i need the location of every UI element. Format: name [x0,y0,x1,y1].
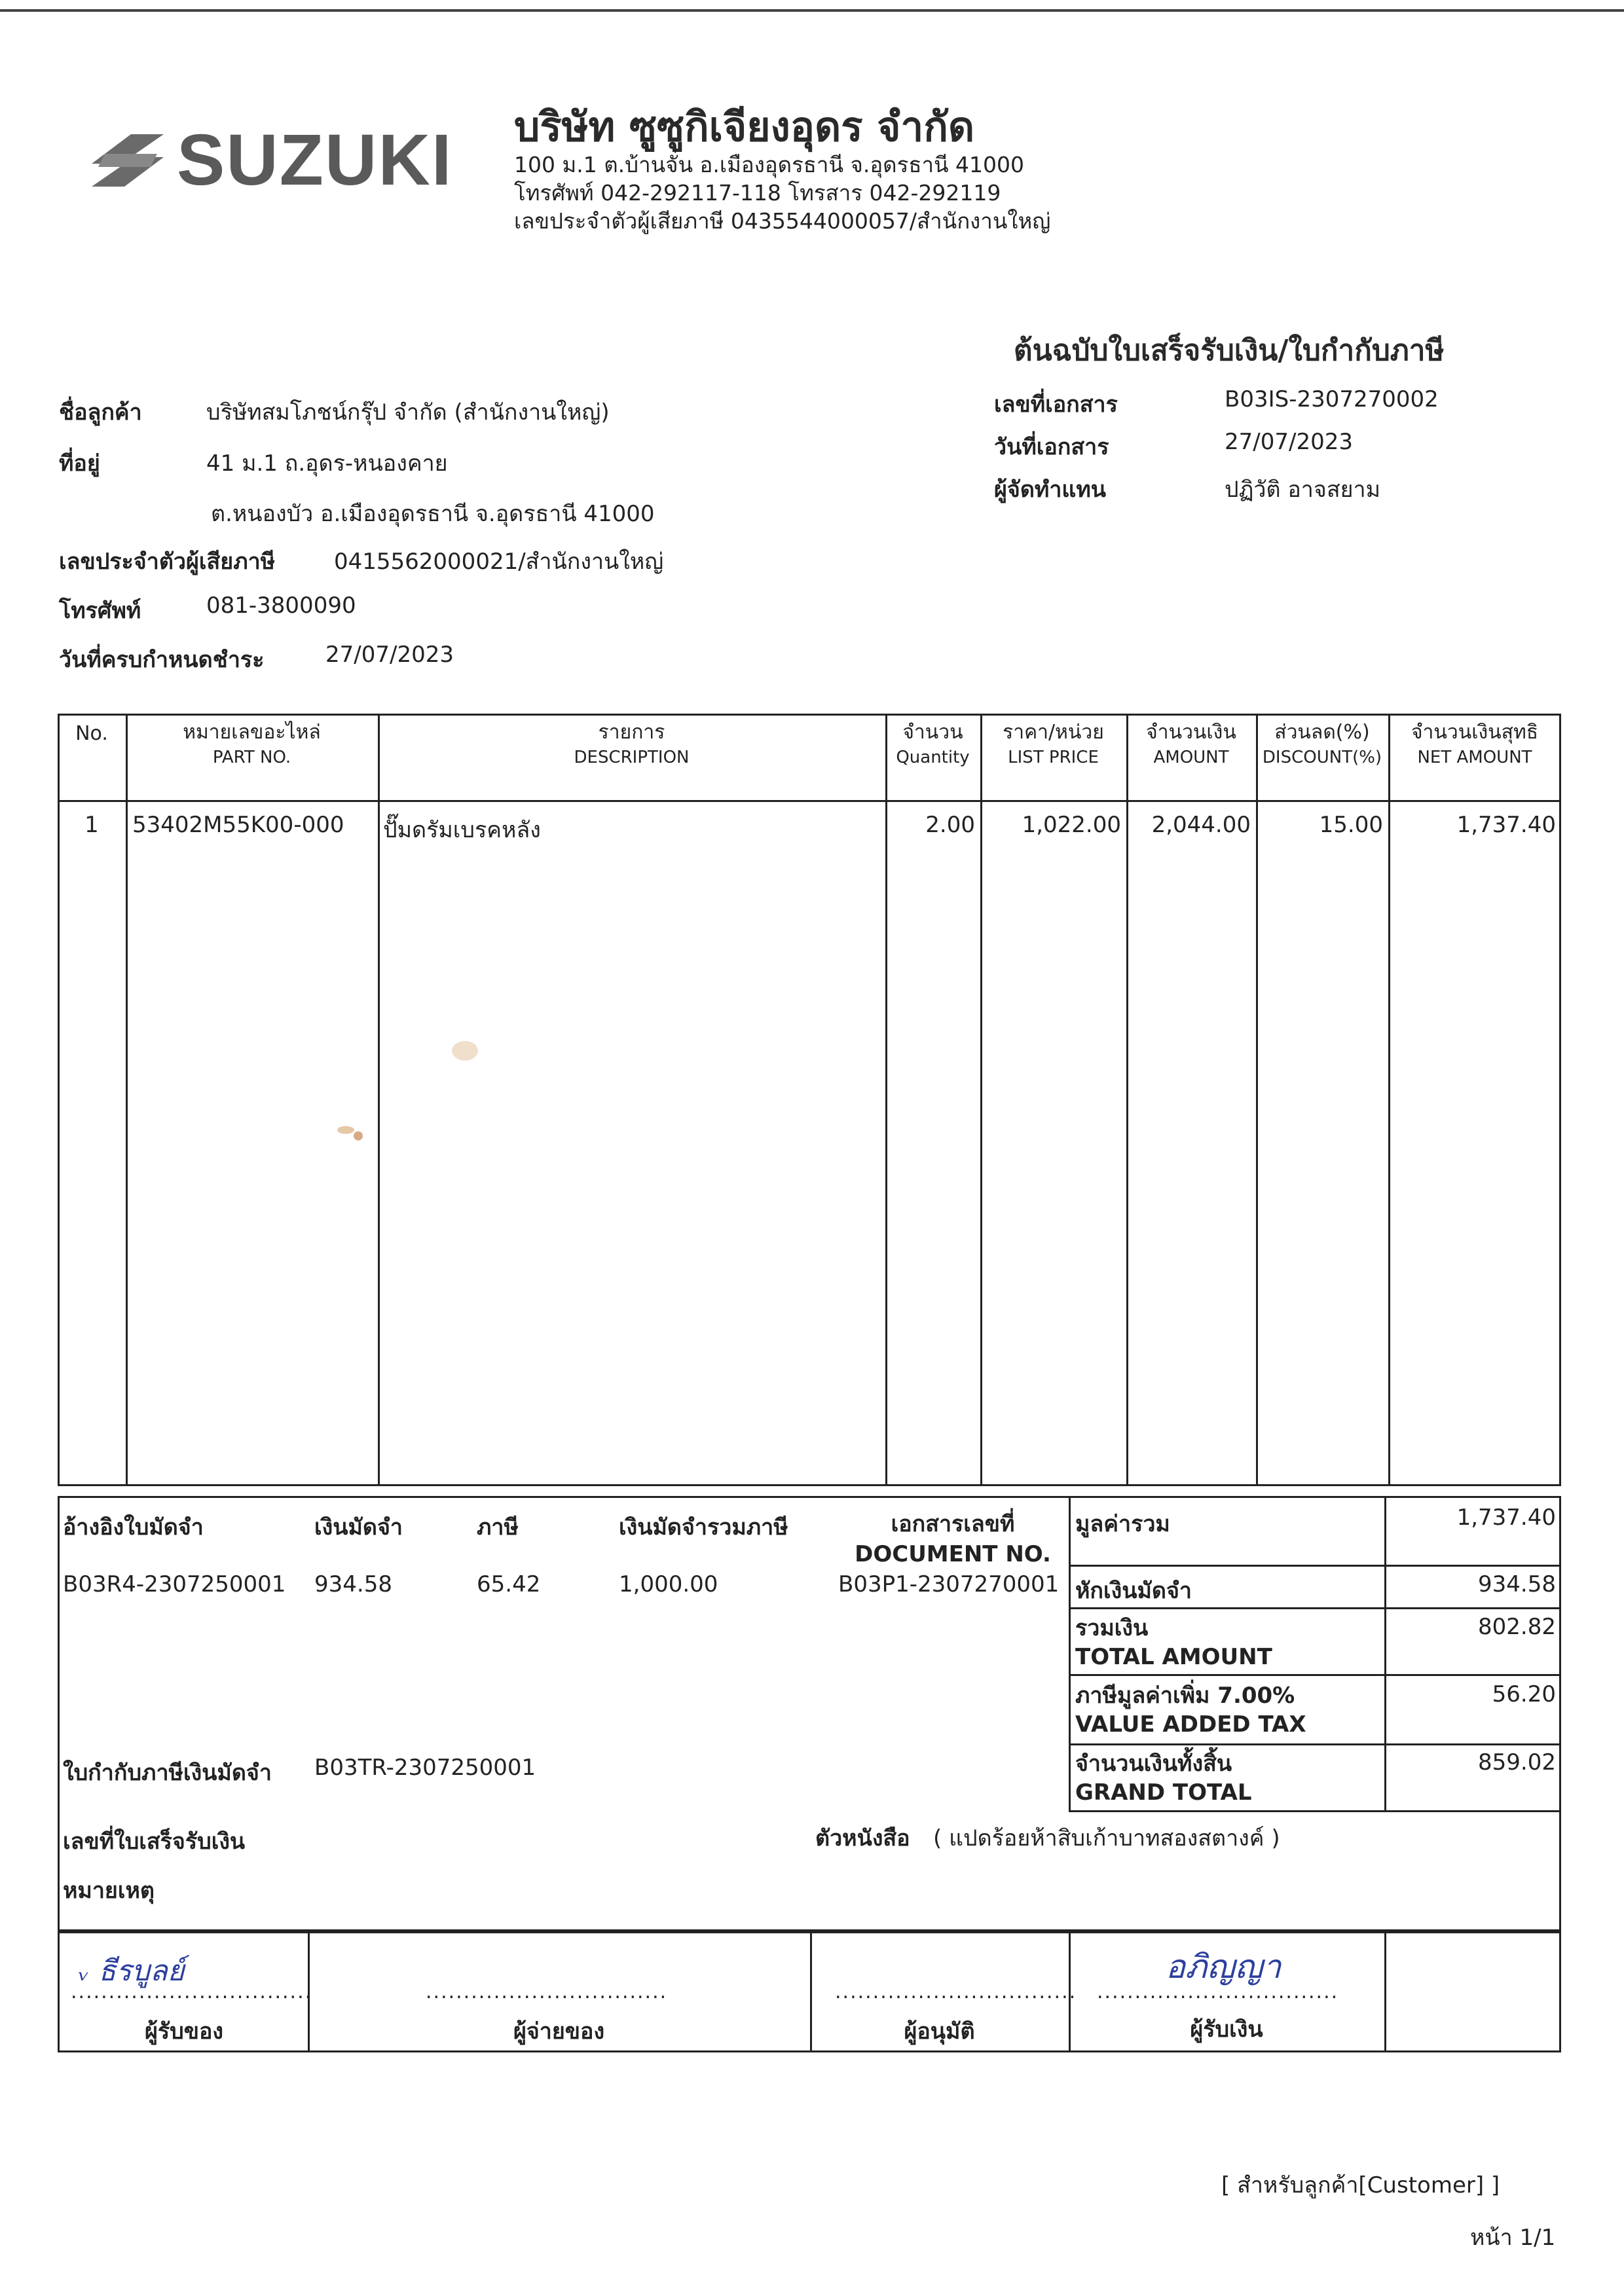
cashier-signature-line: ................................ [1097,1980,1339,2003]
receiver-signature: ᵥ ธีรบูลย์ [79,1954,185,1988]
total-value: 1,737.40 [1456,1504,1556,1531]
header-no: No. [75,722,108,745]
row-discount: 15.00 [1319,812,1383,838]
vat-label: ภาษีมูลค่าเพิ่ม 7.00% VALUE ADDED TAX [1075,1683,1306,1738]
scan-stain [337,1126,354,1134]
page-number: หน้า 1/1 [1470,2225,1556,2251]
scan-stain [452,1041,478,1061]
header-part-no: หมายเลขอะไหล่ PART NO. [183,721,321,767]
row-list-price: 1,022.00 [1022,812,1121,838]
due-date-label: วันที่ครบกำหนดชำระ [59,647,265,673]
customer-tax-label: เลขประจำตัวผู้เสียภาษี [59,549,276,575]
deposit-header: เงินมัดจำ [314,1514,403,1540]
receiver-label: ผู้รับของ [144,2018,224,2045]
company-phone: โทรศัพท์ 042-292117-118 โทรสาร 042-292119 [514,180,1001,206]
cashier-label: ผู้รับเงิน [1190,2016,1263,2043]
doc-date-label: วันที่เอกสาร [994,434,1109,460]
row-part-no: 53402M55K00-000 [132,812,344,838]
logo-wordmark: SUZUKI [177,120,453,200]
deposit-deduction-value: 934.58 [1478,1571,1556,1597]
total-value-label: มูลค่ารวม [1075,1511,1170,1537]
row-description: ปั๊มดรัมเบรคหลัง [383,817,541,843]
receipt-number-label: เลขที่ใบเสร็จรับเงิน [63,1829,246,1855]
document-title: ต้นฉบับใบเสร็จรับเงิน/ใบกำกับภาษี [1014,334,1445,367]
header-amount: จำนวนเงิน AMOUNT [1146,721,1236,767]
doc-number-label: เลขที่เอกสาร [994,392,1118,418]
due-date-value: 27/07/2023 [325,642,454,668]
company-name: บริษัท ซูซูกิเจียงอุดร จำกัด [514,103,975,151]
scan-stain [354,1131,363,1140]
summary-section [58,1496,1561,1931]
payer-label: ผู้จ่ายของ [513,2018,605,2045]
customer-address-line1: 41 ม.1 ถ.อุดร-หนองคาย [206,450,448,477]
deposit-incl-tax-value: 1,000.00 [619,1571,718,1597]
customer-address-line2: ต.หนองบัว อ.เมืองอุดรธานี จ.อุดรธานี 41000 [211,501,655,527]
approver-signature-line: ................................ [835,1980,1077,2003]
prepared-by-value: ปฏิวัติ อาจสยาม [1225,477,1380,503]
deposit-tax-value: 65.42 [477,1571,541,1597]
scan-edge [0,9,1624,12]
header-net-amount: จำนวนเงินสุทธิ NET AMOUNT [1411,721,1539,767]
header-quantity: จำนวน Quantity [896,721,970,767]
customer-phone: 081-3800090 [206,592,356,619]
customer-name-label: ชื่อลูกค้า [59,399,142,426]
doc-date-value: 27/07/2023 [1225,429,1353,455]
suzuki-s-emblem-icon [85,124,170,196]
row-net-amount: 1,737.40 [1456,812,1556,838]
deposit-value: 934.58 [314,1571,392,1597]
total-amount-value: 802.82 [1478,1614,1556,1640]
customer-tax-id: 0415562000021/สำนักงานใหญ่ [334,549,664,575]
deposit-tax-invoice-label: ใบกำกับภาษีเงินมัดจำ [63,1760,272,1786]
prepared-by-label: ผู้จัดทำแทน [994,477,1106,503]
row-quantity: 2.00 [925,812,975,838]
remark-label: หมายเหตุ [63,1878,155,1904]
row-amount: 2,044.00 [1151,812,1251,838]
deposit-tax-header: ภาษี [477,1514,519,1540]
deposit-deduction-label: หักเงินมัดจำ [1075,1578,1192,1604]
total-amount-label: รวมเงิน TOTAL AMOUNT [1075,1615,1272,1670]
deposit-tax-invoice-no: B03TR-2307250001 [314,1755,536,1781]
approver-label: ผู้อนุมัติ [904,2018,975,2045]
receiver-signature-line: ................................ [71,1980,313,2003]
grand-total-value: 859.02 [1478,1749,1556,1776]
grand-total-label: จำนวนเงินทั้งสิ้น GRAND TOTAL [1075,1751,1252,1806]
amount-in-words: ( แปดร้อยห้าสิบเก้าบาทสองสตางค์ ) [933,1825,1280,1851]
suzuki-logo [85,118,465,203]
company-address: 100 ม.1 ต.บ้านจั่น อ.เมืองอุดรธานี จ.อุดรธานี 41000 [514,152,1025,177]
items-table-header-divider [58,800,1561,802]
company-tax-id: เลขประจำตัวผู้เสียภาษี 0435544000057/สำนักงานใหญ่ [514,208,1051,234]
header-list-price: ราคา/หน่วย LIST PRICE [1003,721,1104,767]
header-description: รายการ DESCRIPTION [574,721,690,767]
cashier-signature: อภิญญา [1166,1948,1282,1986]
copy-for-customer: [ สำหรับลูกค้า[Customer] ] [1221,2172,1500,2198]
deposit-ref-header: อ้างอิงใบมัดจำ [63,1514,204,1540]
deposit-doc-no-value: B03P1-2307270001 [838,1571,1060,1597]
amount-in-words-label: ตัวหนังสือ [815,1825,910,1851]
row-no: 1 [84,812,99,838]
customer-name: บริษัทสมโภชน์กรุ๊ป จำกัด (สำนักงานใหญ่) [206,399,610,426]
doc-number-value: B03IS-2307270002 [1225,386,1439,412]
customer-phone-label: โทรศัพท์ [59,598,141,624]
customer-address-label: ที่อยู่ [59,450,100,477]
vat-value: 56.20 [1492,1681,1556,1707]
deposit-incl-tax-header: เงินมัดจำรวมภาษี [619,1514,788,1540]
header-discount: ส่วนลด(%) DISCOUNT(%) [1262,721,1382,767]
deposit-ref-value: B03R4-2307250001 [63,1571,286,1597]
deposit-doc-no-header: เอกสารเลขที่ DOCUMENT NO. [855,1511,1051,1567]
payer-signature-line: ................................ [426,1980,668,2003]
